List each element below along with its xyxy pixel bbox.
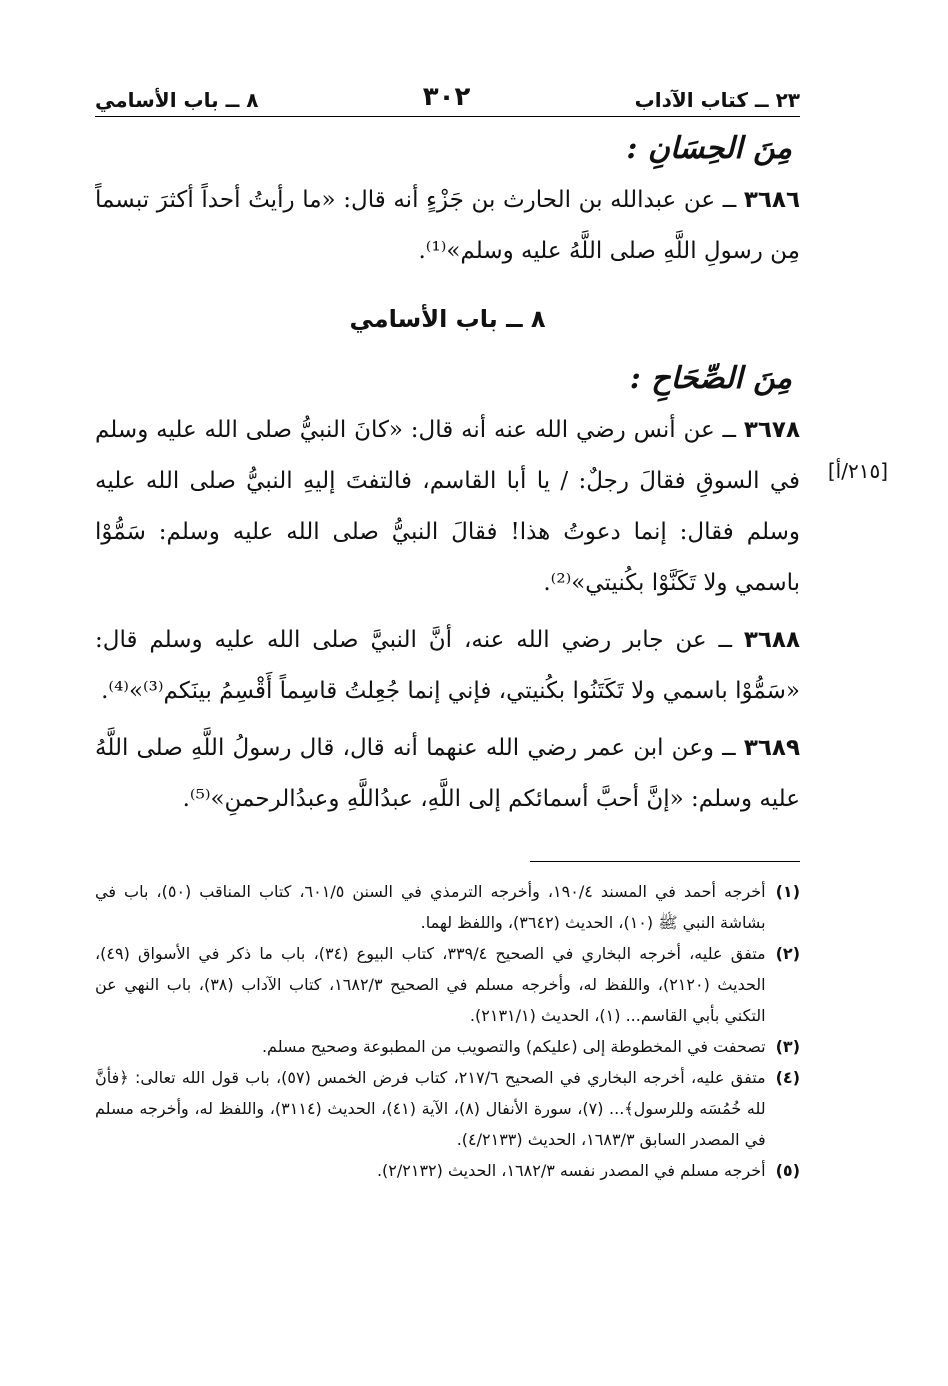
footnote-number: (٥) bbox=[775, 1161, 800, 1180]
footnote-text: أخرجه أحمد في المسند ١٩٠/٤، وأخرجه الترمذي في السنن ٦٠١/٥، كتاب المناقب (٥٠)، باب في بشاشة النبي ﷺ (١٠)، الحديث (٣٦٤٢)، واللفظ لهما. bbox=[95, 882, 766, 932]
footnote-text: متفق عليه، أخرجه البخاري في الصحيح ٣٣٩/٤، كتاب البيوع (٣٤)، باب ما ذكر في الأسواق (٤٩)، الحديث (٢١٢٠)، واللفظ له، وأخرجه مسلم في الصحيح ١٦٨٢/٣، كتاب الآداب (٣٨)، باب النهي عن التكني بأبي القاسم... (١)، الحديث (٢١٣١/١). bbox=[95, 944, 766, 1025]
footnote-1 bbox=[95, 876, 800, 938]
book-page bbox=[95, 78, 888, 1186]
page-number: ٣٠٢ bbox=[422, 82, 471, 112]
footnote-number: (٤) bbox=[775, 1068, 800, 1087]
hadith-number: ٣٦٧٨ bbox=[743, 417, 800, 443]
hadith-text: ــ وعن ابن عمر رضي الله عنهما أنه قال، قال رسولُ اللَّهِ صلى اللَّهُ عليه وسلم: «إنَّ أحبَّ أسمائكم إلى اللَّهِ، عبدُاللَّهِ وعبدُالرحمنِ»⁽⁵⁾. bbox=[95, 735, 800, 812]
header-chapter-title: ٨ ــ باب الأسامي bbox=[95, 88, 259, 112]
hadith-3686 bbox=[95, 175, 800, 277]
hadith-number: ٣٦٨٩ bbox=[743, 735, 800, 761]
footnote-text: تصحفت في المخطوطة إلى (عليكم) والتصويب من المطبوعة وصحيح مسلم. bbox=[261, 1037, 766, 1056]
footnote-3 bbox=[95, 1031, 800, 1062]
manuscript-folio-marker: [٢١٥/أ] bbox=[827, 459, 888, 483]
footnote-5 bbox=[95, 1155, 800, 1186]
running-header bbox=[95, 78, 800, 117]
footnotes bbox=[95, 876, 800, 1186]
hadith-text: ــ عن أنس رضي الله عنه أنه قال: «كانَ النبيُّ صلى الله عليه وسلم في السوقِ فقالَ رجلٌ: / يا أبا القاسم، فالتفتَ إليهِ النبيُّ صلى الله عليه وسلم فقال: إنما دعوتُ هذا! فقالَ النبيُّ صلى الله عليه وسلم: سَمُّوْا باسمي ولا تَكَنَّوْا بكُنيتي»⁽²⁾. bbox=[95, 417, 800, 596]
header-book-title: ٢٣ ــ كتاب الآداب bbox=[634, 88, 800, 112]
footnote-number: (١) bbox=[775, 882, 800, 901]
footnote-number: (٣) bbox=[775, 1037, 800, 1056]
hadith-3689 bbox=[95, 723, 800, 825]
hadith-number: ٣٦٨٦ bbox=[743, 187, 800, 213]
hadith-text: ــ عن جابر رضي الله عنه، أنَّ النبيَّ صلى الله عليه وسلم قال: «سَمُّوْا باسمي ولا تَكَتَنُوا بكُنيتي، فإني إنما جُعِلتُ قاسِماً أَقْسِمُ بينَكم⁽³⁾»⁽⁴⁾. bbox=[95, 627, 800, 704]
footnote-number: (٢) bbox=[775, 944, 800, 963]
chapter-title: ٨ ــ باب الأسامي bbox=[349, 305, 546, 333]
footnote-2 bbox=[95, 938, 800, 1031]
hadith-3678-wrapper bbox=[95, 405, 888, 609]
hadith-number: ٣٦٨٨ bbox=[743, 627, 800, 653]
footnote-text: متفق عليه، أخرجه البخاري في الصحيح ٢١٧/٦، كتاب فرض الخمس (٥٧)، باب قول الله تعالى: ﴿فأنَّ لله خُمُسَه وللرسول﴾... (٧)، سورة الأنفال (٨)، الآية (٤١)، الحديث (٣١١٤)، واللفظ له، وأخرجه مسلم في المصدر السابق ١٦٨٣/٣، الحديث (٤/٢١٣٣). bbox=[95, 1068, 766, 1149]
hadith-3688 bbox=[95, 615, 800, 717]
footnote-text: أخرجه مسلم في المصدر نفسه ١٦٨٢/٣، الحديث (٢/٢١٣٢). bbox=[376, 1161, 766, 1180]
section-heading-hisan: مِنَ الحِسَانِ : bbox=[626, 131, 792, 166]
section-heading-sihah: مِنَ الصِّحَاحِ : bbox=[629, 361, 792, 396]
footnote-divider bbox=[530, 861, 800, 862]
hadith-text: ــ عن عبدالله بن الحارث بن جَزْءٍ أنه قال: «ما رأيتُ أحداً أكثرَ تبسماً مِن رسولِ اللَّهِ صلى اللَّهُ عليه وسلم»⁽¹⁾. bbox=[95, 187, 800, 264]
hadith-3678 bbox=[95, 405, 800, 609]
footnote-4 bbox=[95, 1062, 800, 1155]
